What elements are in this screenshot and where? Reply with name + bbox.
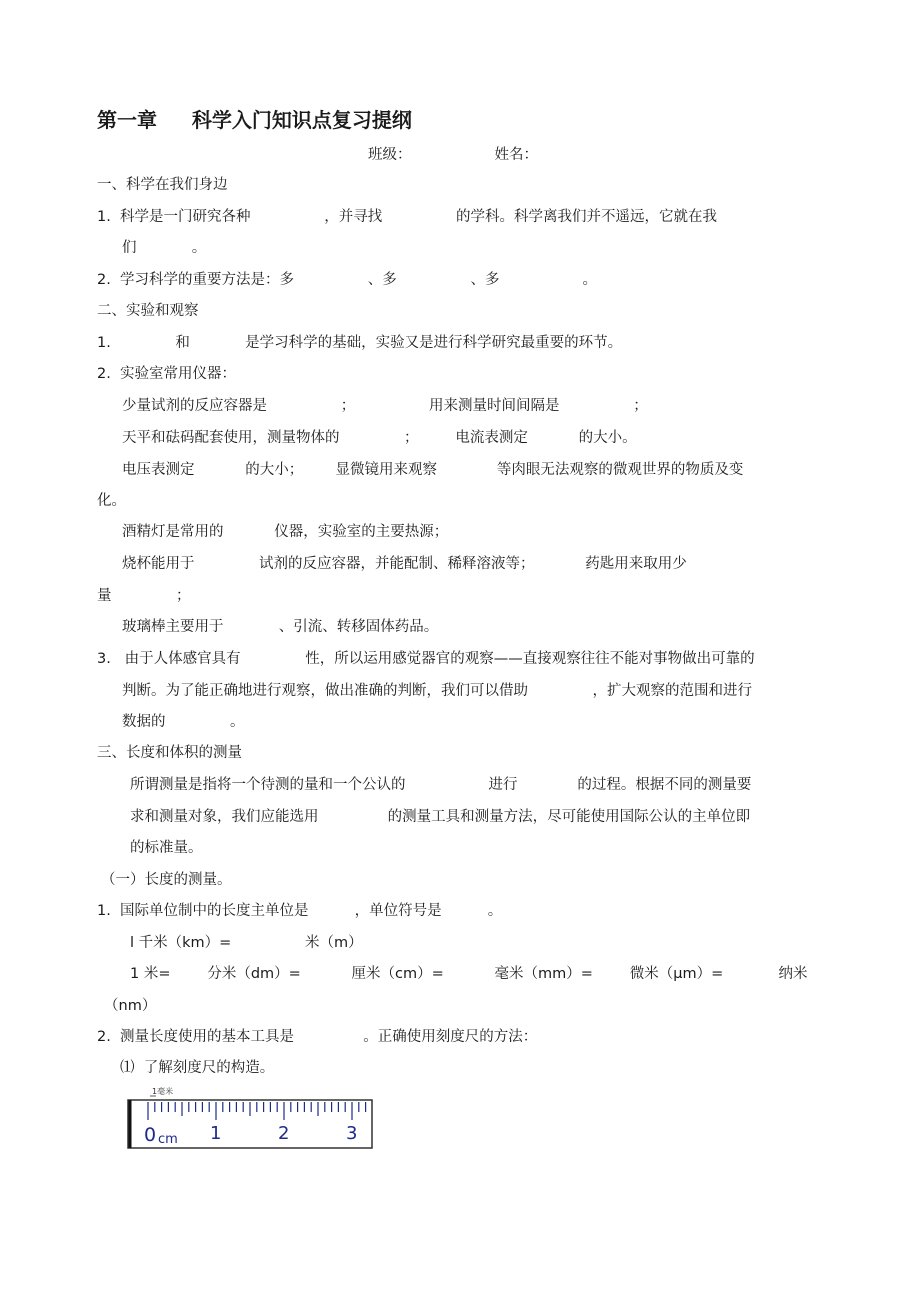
text-line: ⑴ 了解刻度尺的构造。 — [120, 1060, 275, 1076]
ruler-number-1: 1 — [210, 1123, 222, 1144]
text-line: 数据的 。 — [122, 714, 245, 730]
section-heading: 三、长度和体积的测量 — [97, 745, 242, 761]
text-line: 2. 测量长度使用的基本工具是 。正确使用刻度尺的方法： — [97, 1029, 538, 1045]
text-line: 所谓测量是指将一个待测的量和一个公认的 进行 的过程。根据不同的测量要 — [130, 777, 752, 793]
ruler-number-3: 3 — [346, 1123, 358, 1144]
text-line: 们 。 — [122, 240, 207, 256]
text-line: 2. 实验室常用仪器： — [97, 366, 237, 382]
text-line: 量 ； — [97, 588, 191, 604]
ruler-unit-label: cm — [158, 1132, 178, 1147]
section-heading: 二、实验和观察 — [97, 303, 199, 319]
subsection-heading: （一）长度的测量。 — [101, 872, 232, 888]
ruler-figure — [126, 1086, 374, 1152]
text-line: 2. 学习科学的重要方法是：多 、多 、多 。 — [97, 272, 598, 288]
text-line: 烧杯能用于 试剂的反应容器，并能配制、稀释溶液等； 药匙用来取用少 — [122, 556, 687, 572]
text-line: 少量试剂的反应容器是 ； 用来测量时间间隔是 ； — [122, 398, 648, 414]
text-line: 1. 国际单位制中的长度主单位是 ，单位符号是 。 — [97, 903, 503, 919]
ruler-top-label: 1毫米 — [152, 1087, 174, 1096]
text-line: 天平和砝码配套使用，测量物体的 ； 电流表测定 的大小。 — [122, 430, 637, 446]
text-line: 玻璃棒主要用于 、引流、转移固体药品。 — [122, 619, 439, 635]
class-name-line: 班级： 姓名： — [368, 147, 538, 163]
text-line: 化。 — [97, 493, 126, 509]
text-line: l 千米（km）= 米（m） — [130, 935, 363, 951]
text-line: 1 米= 分米（dm）= 厘米（cm）= 毫米（mm）= 微米（μm）= 纳米 — [130, 966, 808, 982]
text-line: 3. 由于人体感官具有 性，所以运用感觉器官的观察——直接观察往往不能对事物做出可靠的 — [97, 651, 755, 667]
text-line: 1. 科学是一门研究各种 ，并寻找 的学科。科学离我们并不遥远，它就在我 — [97, 209, 718, 225]
text-line: 的标准量。 — [130, 840, 203, 856]
chapter-title: 第一章 科学入门知识点复习提纲 — [97, 108, 412, 132]
text-line: 求和测量对象，我们应能选用 的测量工具和测量方法，尽可能使用国际公认的主单位即 — [130, 809, 751, 825]
text-line: 酒精灯是常用的 仪器，实验室的主要热源； — [122, 524, 449, 540]
section-heading: 一、科学在我们身边 — [97, 177, 228, 193]
ruler-zero-label: 0 — [144, 1124, 157, 1146]
text-line: （nm） — [104, 998, 157, 1014]
text-line: 1. 和 是学习科学的基础，实验又是进行科学研究最重要的环节。 — [97, 335, 623, 351]
text-line: 电压表测定 的大小； 显微镜用来观察 等肉眼无法观察的微观世界的物质及变 — [122, 462, 744, 478]
text-line: 判断。为了能正确地进行观察，做出准确的判断，我们可以借助 ，扩大观察的范围和进行 — [122, 683, 753, 699]
ruler-number-2: 2 — [278, 1123, 290, 1144]
